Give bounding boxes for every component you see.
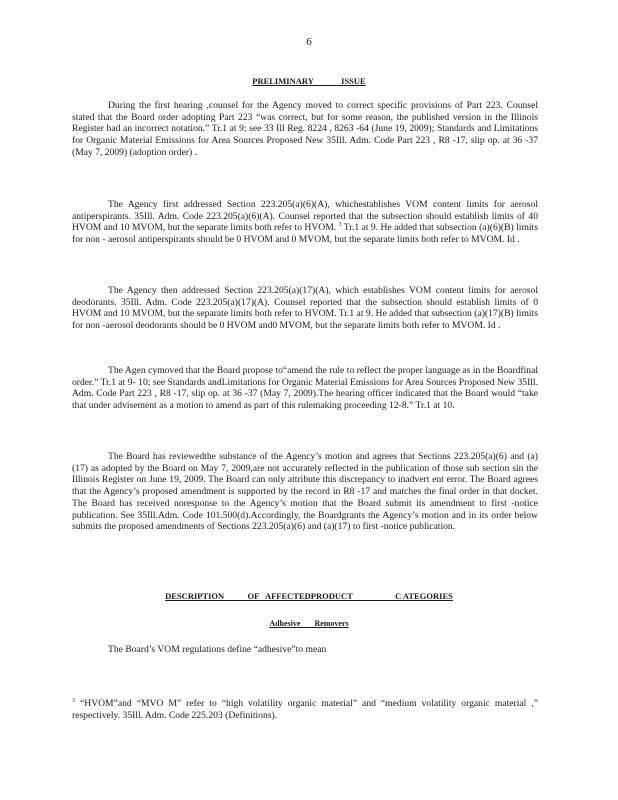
heading-text: DESCRIPTION OF AFFECTEDPRODUCT C ATEGORIES [165, 591, 453, 601]
paragraph-5 [72, 451, 538, 533]
paragraph-4 [72, 365, 538, 412]
paragraph-1-text: During the first hearing ,counsel for the Agency moved to correct specific provisions of Part 223. Counsel stated that the Board order adopting Part 223 “was correct, but for some reason, the published version in the Illinois Register had an incorrect notation.” Tr.1 at 9; see 33 Ill Reg. 8224 , 8263 -64 (June 19, 2009); Standards and Limitations for Organic Material Emissions for Area Sources Proposed New 35Ill. Adm. Code Part 223 , R8 -17, slip op. at 36 -37 (May 7, 2009) (adoption order) . [72, 100, 538, 158]
paragraph-6 [72, 644, 538, 656]
paragraph-2 [72, 199, 538, 246]
section-heading-description [0, 591, 618, 601]
paragraph-2-text-a: The Agency first addressed Section 223.205(a)(6)(A), whichestablishes VOM content limits for aerosol antiperspirants. 35Ill. Adm. Code 223.205(a)(6)(A). Counsel reported that the subsection should establish limits of 40 HVOM and 10 MVOM, but the separate limits both refer to HVOM. [72, 199, 538, 234]
footnote [72, 698, 538, 721]
subheading-adhesive-removers [0, 619, 618, 628]
paragraph-1 [72, 100, 538, 159]
footnote-marker: 3 [338, 222, 342, 229]
paragraph-2-text-b: Tr.1 at 9. He added that subsection (a)(6)(B) limits for non - aerosol antiperspirants should be 0 HVOM and 0 MVOM, but the separate limits both refer to MVOM. Id . [72, 222, 538, 246]
paragraph-5-text: The Board has reviewedthe substance of the Agency’s motion and agrees that Sections 223.205(a)(6) and (a)(17) as adopted by the Board on May 7, 2009,are not accurately reflected in the publication of those sub section sin the Illinois Register on June 19, 2009. The Board can only attribute this discrepancy to inadvert ent error. The Board agrees that the Agency’s proposed amendment is supported by the record in R8 -17 and matches the final order in that docket. The Board has received noresponse to the Agency’s motion that the Board submit its amendment to first -notice publication. See 35Ill.Adm. Code 101.500(d).Accordingly, the Boardgrants the Agency’s motion and in its order below submits the proposed amendments of Sections 223.205(a)(6) and (a)(17) to first -notice publication. [72, 451, 538, 533]
footnote-number: 3 [72, 697, 75, 704]
section-heading-preliminary-issue [0, 76, 618, 86]
paragraph-3 [72, 285, 538, 332]
heading-text: PRELIMINARY ISSUE [252, 76, 366, 86]
paragraph-3-text: The Agency then addressed Section 223.205(a)(17)(A), which establishes VOM content limits for aerosol deodorants. 35Ill. Adm. Code 223.205(a)(17)(A). Counsel reported that the subsection should establish limits of 0 HVOM and 10 MVOM, but the separate limits both refer to HVOM. Tr.1 at 9. He added that subsection (a)(17)(B) limits for non -aerosol deodorants should be 0 HVOM and0 MVOM, but the separate limits both refer to MVOM. Id . [72, 285, 538, 332]
page-number: 6 [306, 36, 312, 48]
footnote-text: “HVOM”and “MVO M” refer to “high volatility organic material” and “medium volatility organic material ,” respectively. 35Ill. Adm. Code 225.203 (Definitions). [72, 698, 538, 721]
paragraph-6-text: The Board’s VOM regulations define “adhesive”to mean [108, 644, 327, 655]
paragraph-4-text: The Agen cymoved that the Board propose to“amend the rule to reflect the proper language as in the Boardfinal order.” Tr.1 at 9- 10; see Standards andLimitations for Organic Material Emissions for Area Sources Proposed New 35Ill. Adm. Code Part 223 , R8 -17, slip op. at 36 -37 (May 7, 2009).The hearing officer indicated that the Board would “take that under advisement as a motion to amend as part of this rulemaking proceeding 12-8.” Tr.1 at 10. [72, 365, 538, 412]
subheading-text: Adhesive Removers [269, 619, 349, 628]
